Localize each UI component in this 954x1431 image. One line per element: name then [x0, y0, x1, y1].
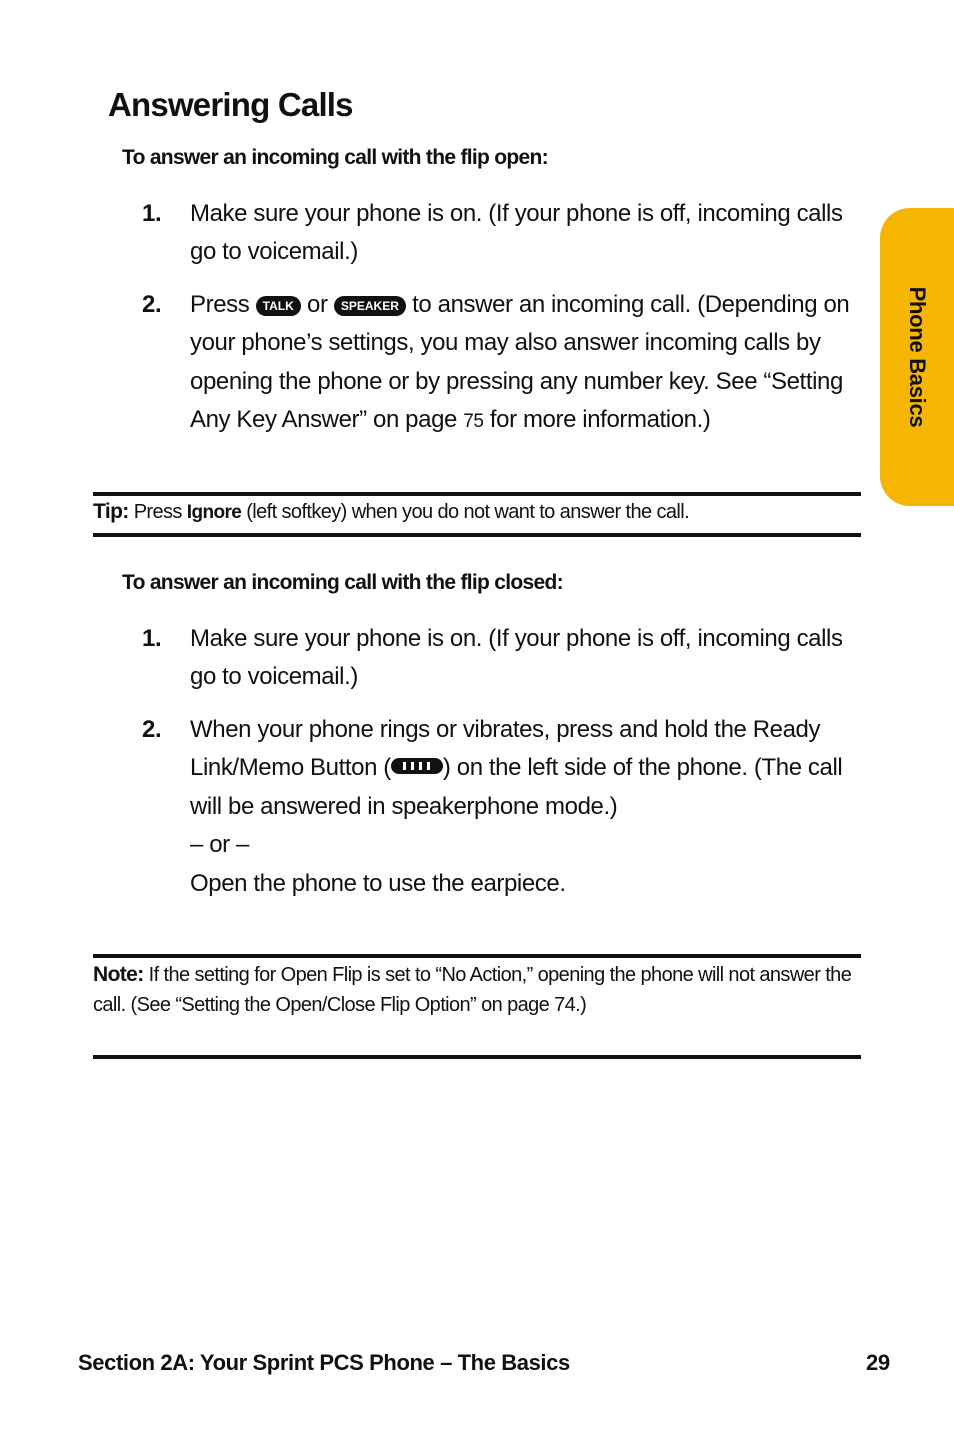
alternative-step-text: Open the phone to use the earpiece. — [190, 869, 566, 897]
tip-keyword: Ignore — [186, 502, 242, 523]
step-text-part: Press — [190, 291, 250, 318]
note-box — [93, 960, 853, 1020]
step-number: 1. — [142, 200, 162, 227]
flip-open-step-1 — [142, 195, 857, 272]
note-text: If the setting for Open Flip is set to “No Action,” opening the phone will not answer the call. (See “Setting the Open/Close Flip Option” on page 74.) — [93, 964, 852, 1016]
tip-box — [93, 497, 853, 528]
step-text-part: When your phone rings or vibrates, press and hold the Ready Link/Memo Button ( — [190, 716, 821, 782]
flip-closed-step-2 — [142, 711, 857, 903]
step-text: Make sure your phone is on. (If your phone is off, incoming calls go to voicemail.) — [190, 625, 843, 691]
step-text — [190, 711, 857, 826]
flip-open-step-2 — [142, 286, 857, 442]
flip-closed-step-1 — [142, 620, 857, 697]
tip-text: (left softkey) when you do not want to answer the call. — [246, 501, 690, 523]
subheading-flip-open: To answer an incoming call with the flip open: — [122, 146, 548, 169]
footer-section-title: Section 2A: Your Sprint PCS Phone – The Basics — [78, 1350, 570, 1375]
tip-label: Tip: — [93, 500, 129, 523]
page-title: Answering Calls — [108, 86, 353, 123]
tip-rule-top — [93, 492, 861, 496]
section-tab-label: Phone Basics — [905, 286, 930, 428]
ready-link-memo-button-icon — [391, 758, 443, 774]
step-number: 2. — [142, 291, 162, 318]
step-text: Make sure your phone is on. (If your phone is off, incoming calls go to voicemail.) — [190, 200, 843, 266]
footer-page-number: 29 — [866, 1350, 890, 1375]
subheading-flip-closed: To answer an incoming call with the flip closed: — [122, 571, 563, 594]
tip-text: Press — [133, 501, 182, 523]
talk-key-icon: TALK — [256, 296, 301, 316]
or-separator: – or – — [190, 831, 249, 859]
page-reference: 75 — [463, 411, 484, 433]
step-text-part: or — [307, 291, 328, 318]
step-text-part: ) on the left side of the phone. (The call will be answered in speakerphone mode.) — [190, 754, 843, 820]
step-number: 1. — [142, 625, 162, 652]
step-text — [190, 286, 857, 442]
note-label: Note: — [93, 963, 144, 986]
step-text-part: to answer an incoming call. (Depending on your phone’s settings, you may also answer incoming calls by opening the phone or by pressing any number key. See “Setting Any Key Answer” on page — [190, 291, 850, 434]
tip-rule-bottom — [93, 533, 861, 537]
speaker-key-icon: SPEAKER — [334, 296, 406, 316]
section-tab — [880, 208, 954, 506]
note-rule-bottom — [93, 1055, 861, 1059]
step-number: 2. — [142, 716, 162, 743]
step-text-part: for more information.) — [489, 406, 711, 434]
note-rule-top — [93, 954, 861, 958]
